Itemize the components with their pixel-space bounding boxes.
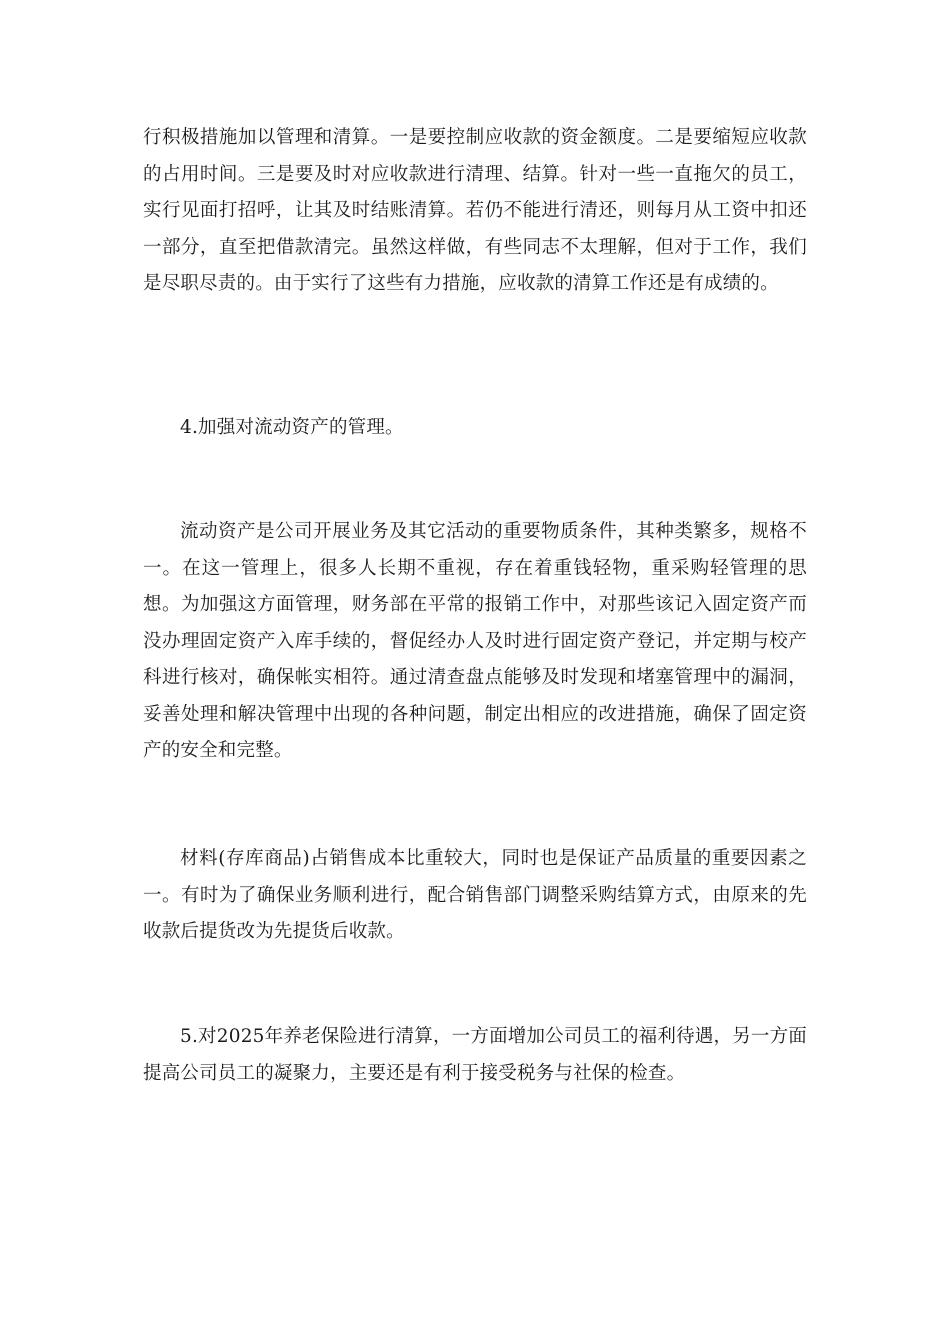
paragraph-pension-insurance: 5.对2025年养老保险进行清算，一方面增加公司员工的福利待遇，另一方面提高公司员工的凝聚力，主要还是有利于接受税务与社保的检查。 [143,1026,807,1084]
paragraph-current-assets: 流动资产是公司开展业务及其它活动的重要物质条件，其种类繁多，规格不一。在这一管理上，很多人长期不重视，存在着重钱轻物，重采购轻管理的思想。为加强这方面管理，财务部在平常的报销工作中，对那些该记入固定资产而没办理固定资产入库手续的，督促经办人及时进行固定资产登记，并定期与校产科进行核对，确保帐实相符。通过清查盘点能够及时发现和堵塞管理中的漏洞，妥善处理和解决管理中出现的各种问题，制定出相应的改进措施，确保了固定资产的安全和完整。 [143,521,807,761]
paragraph-materials: 材料(存库商品)占销售成本比重较大，同时也是保证产品质量的重要因素之一。有时为了确保业务顺利进行，配合销售部门调整采购结算方式，由原来的先收款后提货改为先提货后收款。 [143,848,807,942]
section-heading-current-assets: 4.加强对流动资产的管理。 [180,417,404,438]
paragraph-receivables-continued: 行积极措施加以管理和清算。一是要控制应收款的资金额度。二是要缩短应收款的占用时间。三是要及时对应收款进行清理、结算。针对一些一直拖欠的员工，实行见面打招呼，让其及时结账清算。若仍不能进行清还，则每月从工资中扣还一部分，直至把借款清完。虽然这样做，有些同志不太理解，但对于工作，我们是尽职尽责的。由于实行了这些有力措施，应收款的清算工作还是有成绩的。 [143,127,807,294]
